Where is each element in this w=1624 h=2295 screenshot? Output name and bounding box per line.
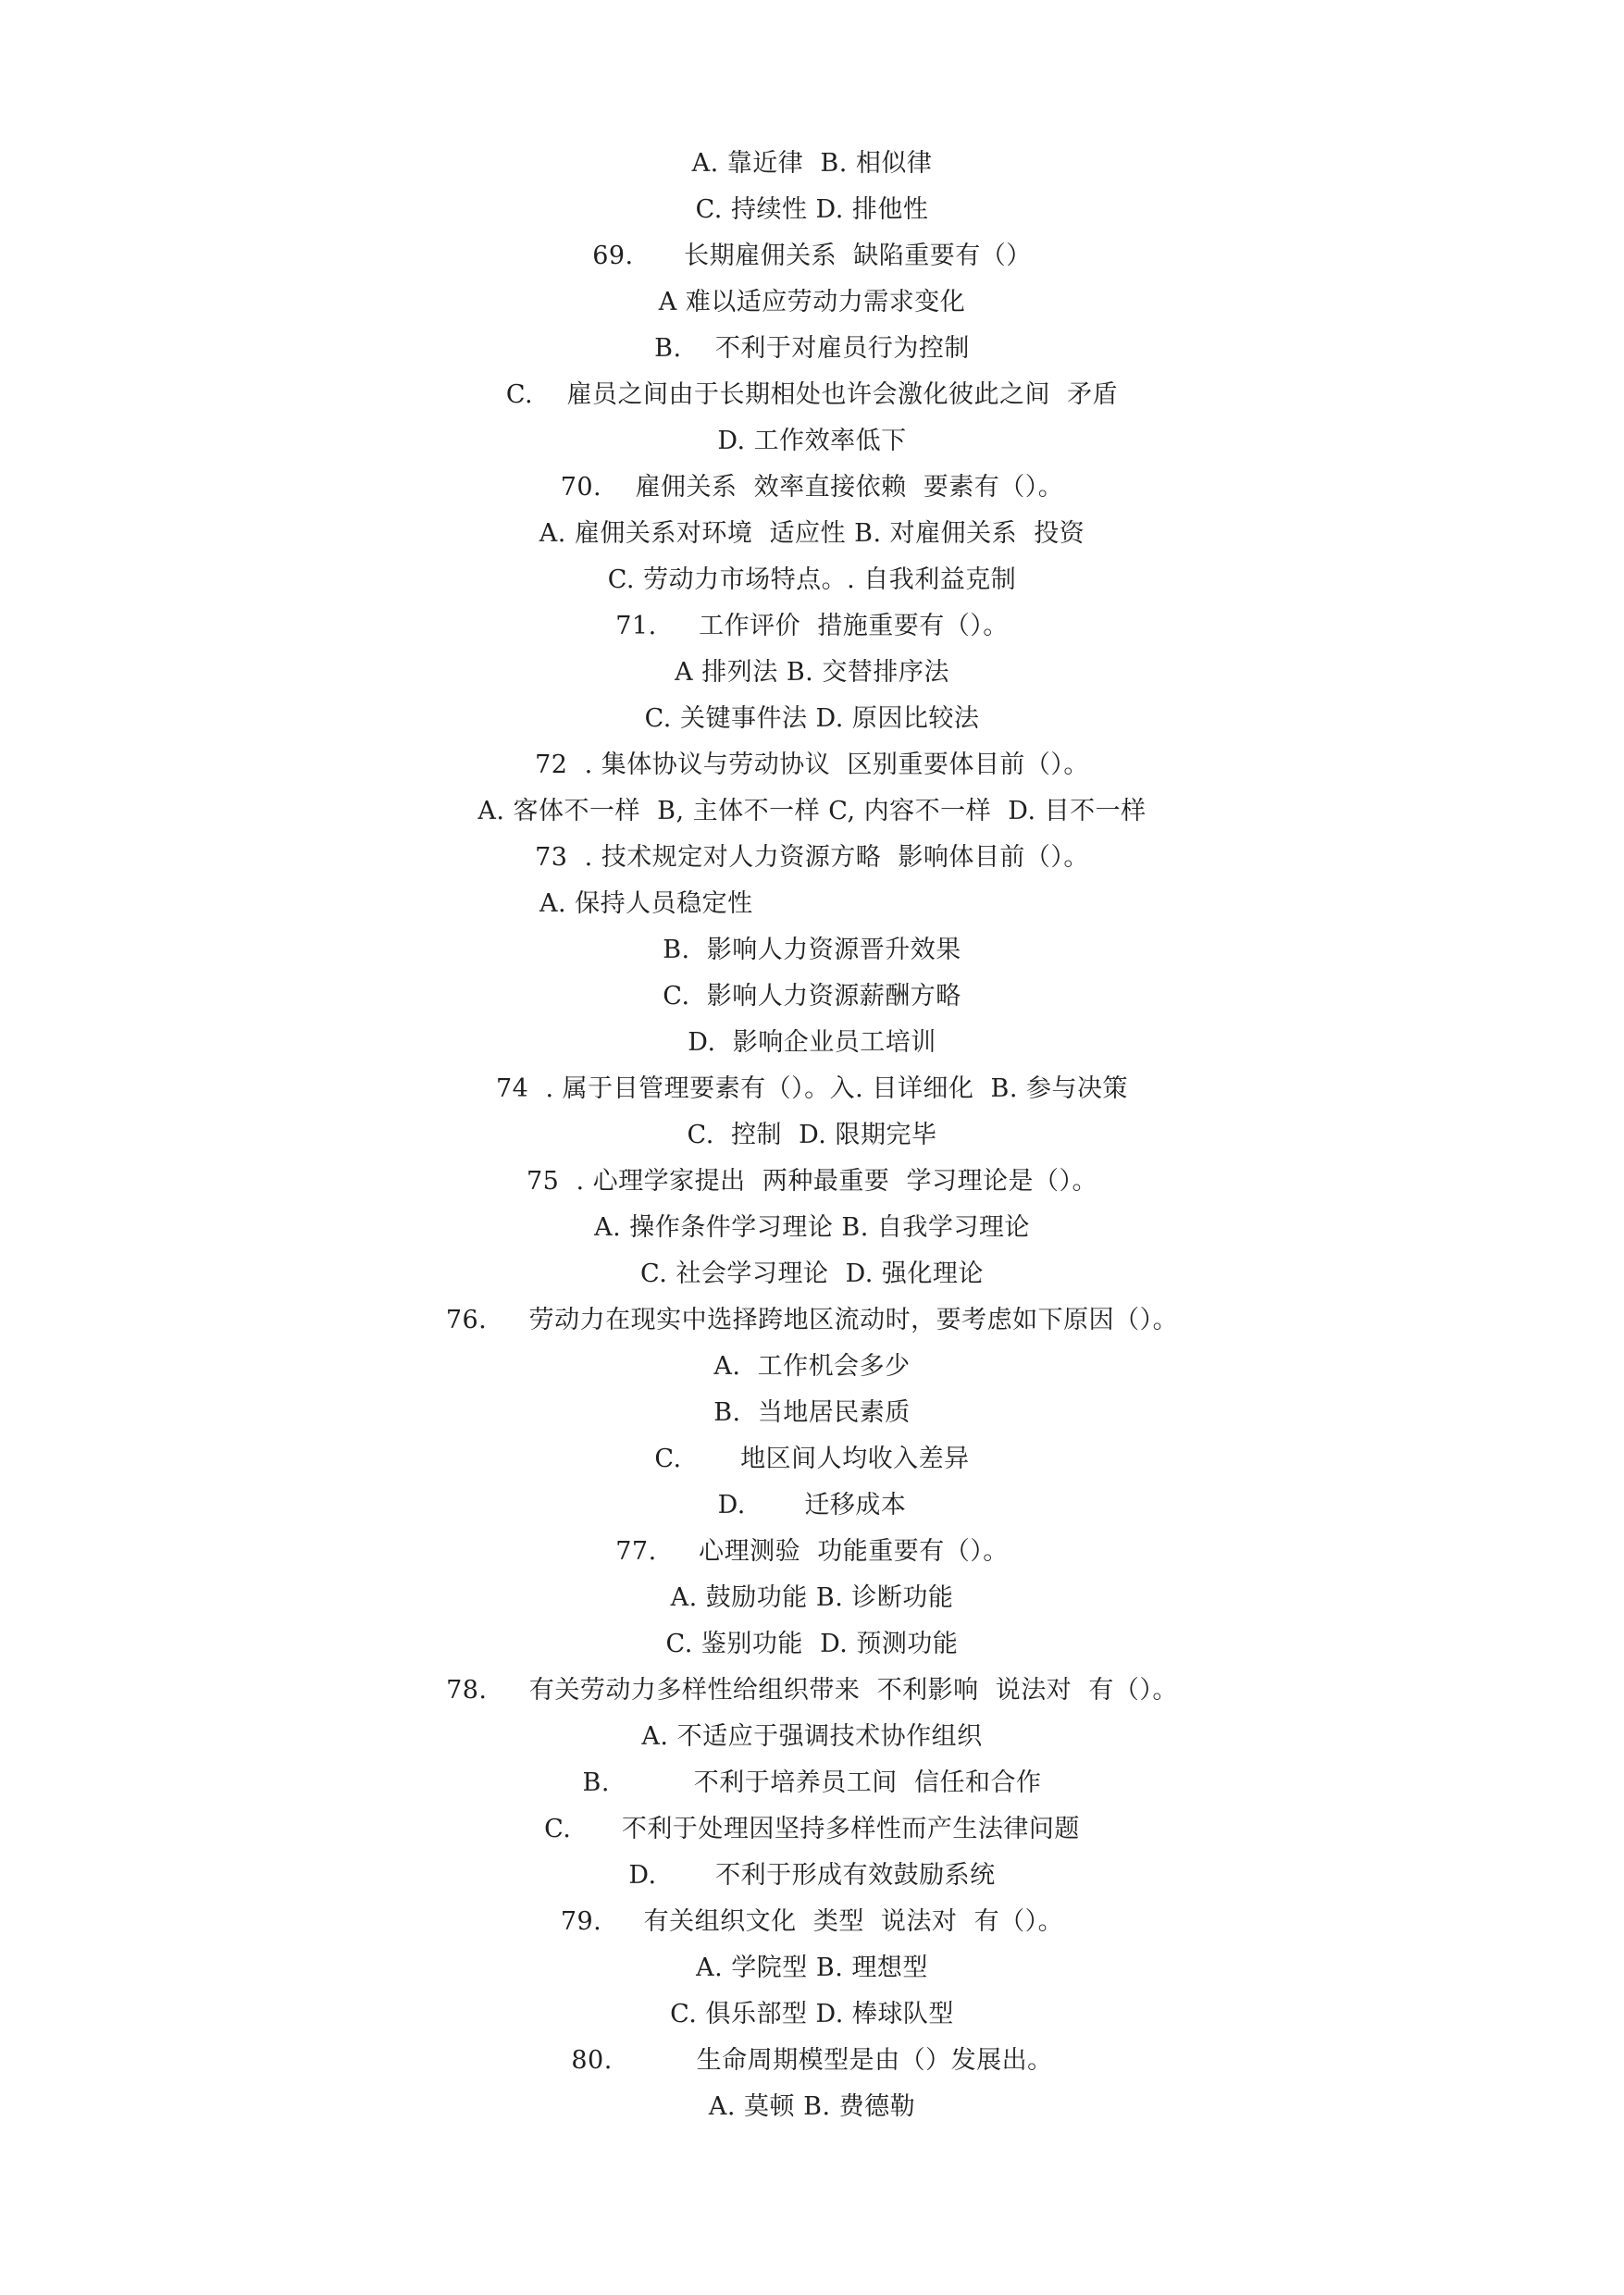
- option-line: C. 影响人力资源薪酬方略: [663, 982, 961, 1011]
- option-line: C. 社会学习理论 D. 强化理论: [640, 1259, 984, 1288]
- option-line: A. 学院型 B. 理想型: [696, 1954, 928, 1982]
- option-line: D. 工作效率低下: [717, 427, 907, 455]
- question-78: 78. 有关劳动力多样性给组织带来 不利影响 说法对 有（）。: [446, 1676, 1178, 1705]
- option-line: B. 不利于对雇员行为控制: [654, 334, 970, 363]
- question-74: 74 . 属于目管理要素有（）。入. 目详细化 B. 参与决策: [495, 1074, 1129, 1103]
- option-line: C. 关键事件法 D. 原因比较法: [644, 704, 980, 733]
- question-76: 76. 劳动力在现实中选择跨地区流动时，要考虑如下原因（）。: [445, 1306, 1179, 1334]
- option-line: C. 不利于处理因坚持多样性而产生法律问题: [544, 1815, 1080, 1843]
- option-line: D. 影响企业员工培训: [688, 1028, 936, 1057]
- option-line: C. 控制 D. 限期完毕: [687, 1121, 937, 1149]
- option-line: C. 持续性 D. 排他性: [695, 195, 929, 224]
- question-77: 77. 心理测验 功能重要有（）。: [615, 1537, 1009, 1566]
- option-line: B. 不利于培养员工间 信任和合作: [582, 1768, 1042, 1797]
- option-line: B. 影响人力资源晋升效果: [663, 936, 961, 964]
- option-line: A. 客体不一样 B, 主体不一样 C, 内容不一样 D. 目不一样: [477, 797, 1147, 825]
- option-line: A. 操作条件学习理论 B. 自我学习理论: [594, 1213, 1030, 1242]
- option-line: A. 保持人员稳定性: [539, 889, 753, 918]
- question-70: 70. 雇佣关系 效率直接依赖 要素有（）。: [560, 473, 1064, 502]
- option-line: A. 靠近律 B. 相似律: [691, 149, 933, 178]
- question-71: 71. 工作评价 措施重要有（）。: [615, 612, 1009, 640]
- question-73: 73 . 技术规定对人力资源方略 影响体目前（）。: [535, 843, 1089, 872]
- option-line: D. 迁移成本: [717, 1491, 907, 1520]
- option-line: D. 不利于形成有效鼓励系统: [628, 1861, 996, 1890]
- option-line: A. 鼓励功能 B. 诊断功能: [670, 1583, 954, 1612]
- option-line: C. 地区间人均收入差异: [654, 1445, 970, 1473]
- option-line: A. 雇佣关系对环境 适应性 B. 对雇佣关系 投资: [539, 519, 1085, 548]
- option-line: A. 莫顿 B. 费德勒: [708, 2092, 916, 2121]
- question-72: 72 . 集体协议与劳动协议 区别重要体目前（）。: [535, 751, 1089, 779]
- option-line: C. 劳动力市场特点。. 自我利益克制: [607, 565, 1017, 594]
- option-line: A 难以适应劳动力需求变化: [658, 288, 966, 316]
- question-69: 69. 长期雇佣关系 缺陷重要有（）: [592, 242, 1032, 270]
- option-line: A. 工作机会多少: [713, 1352, 911, 1381]
- question-80: 80. 生命周期模型是由（）发展出。: [571, 2046, 1053, 2075]
- option-line: A 排列法 B. 交替排序法: [675, 658, 949, 687]
- option-line: A. 不适应于强调技术协作组织: [641, 1722, 983, 1751]
- question-79: 79. 有关组织文化 类型 说法对 有（）。: [560, 1907, 1064, 1936]
- option-line: B. 当地居民素质: [713, 1398, 911, 1427]
- option-line: C. 鉴别功能 D. 预测功能: [665, 1630, 959, 1658]
- question-75: 75 . 心理学家提出 两种最重要 学习理论是（）。: [526, 1167, 1098, 1196]
- option-line: C. 俱乐部型 D. 棒球队型: [670, 2000, 954, 2028]
- option-line: C. 雇员之间由于长期相处也许会激化彼此之间 矛盾: [505, 380, 1119, 409]
